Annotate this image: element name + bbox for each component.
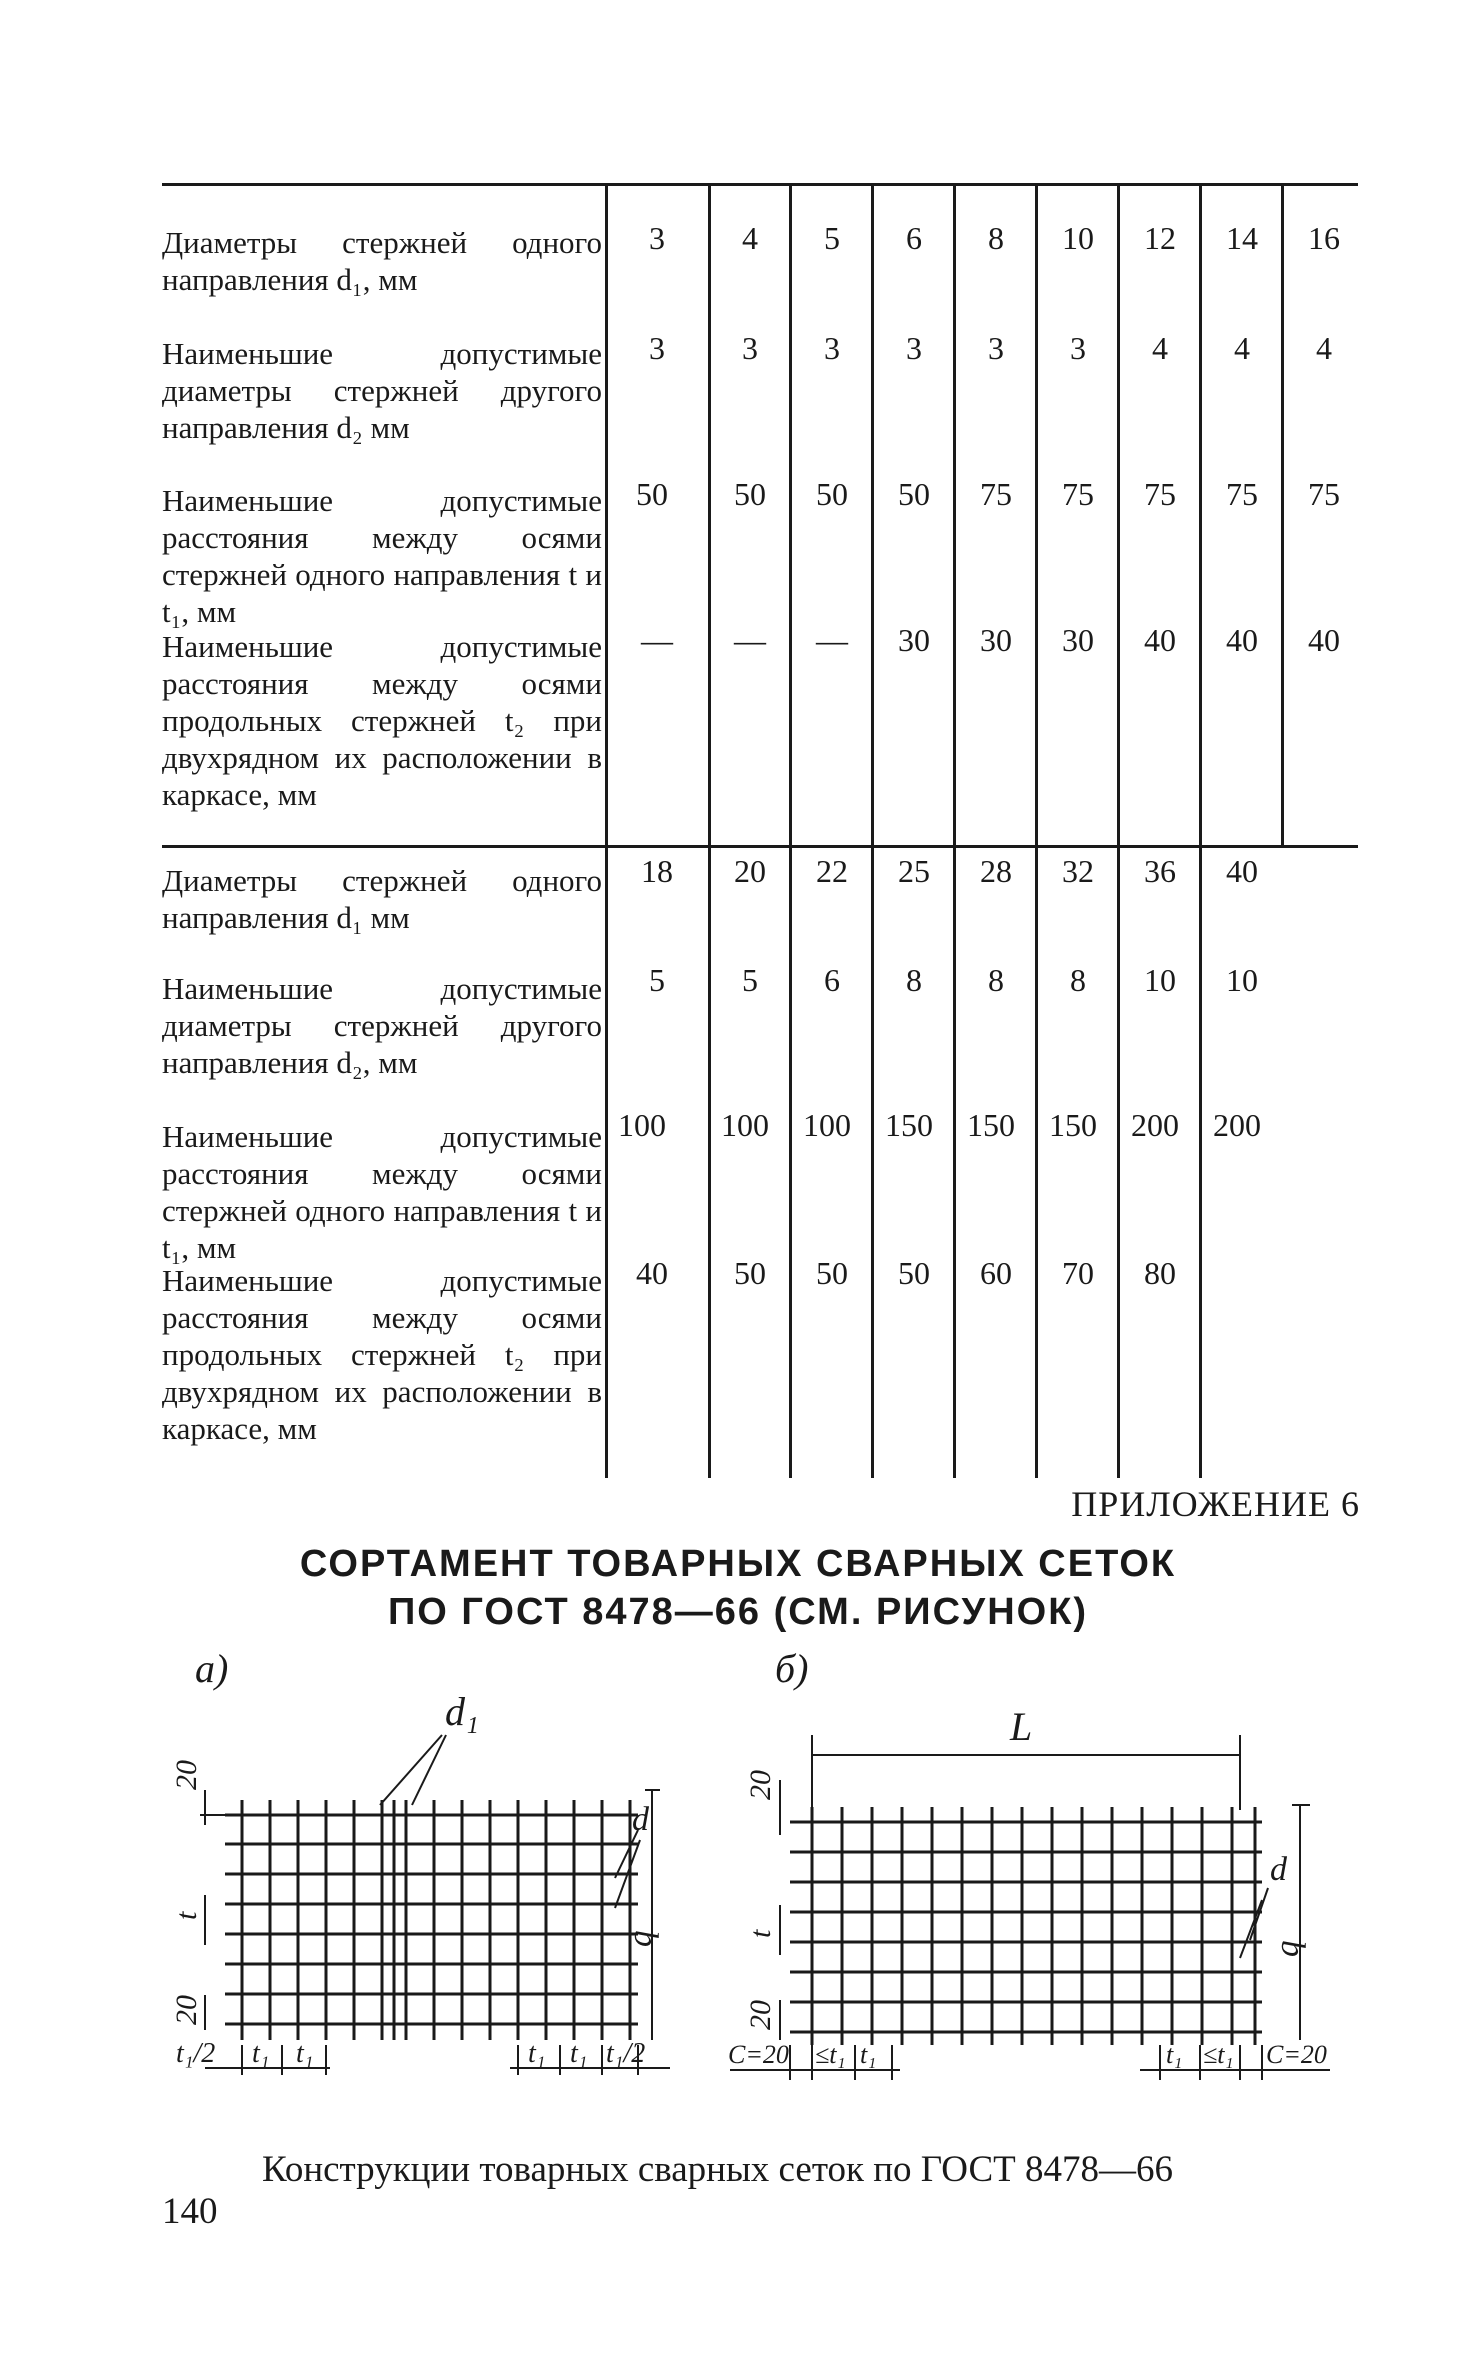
table-cell: 150 [885,1107,933,1143]
mesh-b [730,1735,1330,2080]
table-cell: 3 [1070,330,1086,366]
figure-a-dim20-bottom: 20 [170,1995,203,2025]
table-cell: 3 [824,330,840,366]
figure-caption: Конструкции товарных сварных сеток по ГОСТ 8478—66 [262,2149,1173,2190]
row-label: Диаметры стержней одного направления d₁ мм [162,863,602,935]
table-cell: 8 [906,962,922,998]
table-cell: 100 [803,1107,851,1143]
table-cell: — [641,622,673,658]
row-label: Наименьшие допустимые расстояния между осями продольных стержней t₂ при двухрядном их расположении в каркасе, мм [162,629,602,812]
table-cell: 30 [980,622,1012,658]
table-cell: 12 [1144,220,1176,256]
table-cell: 80 [1144,1255,1176,1291]
table-cell: 3 [988,330,1004,366]
table-cell: 50 [816,1255,848,1291]
table-cell: 8 [988,220,1004,256]
table-cell: 3 [906,330,922,366]
table-cell: 3 [649,330,665,366]
table-cell: 150 [1049,1107,1097,1143]
table-cell: 4 [742,220,758,256]
page-number: 140 [162,2191,218,2232]
table-cell: 14 [1226,220,1258,256]
table-cell: 8 [1070,962,1086,998]
table-cell: 10 [1144,962,1176,998]
table-cell: 4 [1152,330,1168,366]
figure-b-d: d [1270,1851,1287,1888]
figure-a-d1: d₁ [445,1689,479,1734]
table-cell: 200 [1213,1107,1261,1143]
table-cell: 40 [1226,622,1258,658]
appendix-label: ПРИЛОЖЕНИЕ 6 [1071,1484,1360,1524]
page-title: СОРТАМЕНТ ТОВАРНЫХ СВАРНЫХ СЕТОК [299,1543,1177,1585]
table-cell: 40 [636,1255,668,1291]
table-cell: 18 [641,853,673,889]
table-cell: 6 [824,962,840,998]
table-cell: 25 [898,853,930,889]
table-cell: 30 [1062,622,1094,658]
table-cell: 32 [1062,853,1094,889]
table-cell: 100 [721,1107,769,1143]
table-cell: — [816,622,848,658]
table-cell: 3 [742,330,758,366]
figure-a-t1-label: t₁ [296,2038,314,2069]
table-cell: 50 [898,1255,930,1291]
figure-b-c20-right: C=20 [1266,2040,1327,2069]
mesh-a [200,1735,670,2075]
table-cell: 150 [967,1107,1015,1143]
figure-a-tag: а) [195,1646,229,1691]
table-cell: 40 [1226,853,1258,889]
row-label: Наименьшие допустимые диаметры стержней другого направления d₂ мм [162,336,602,445]
table-cell: 50 [636,476,668,512]
table-cell: 30 [898,622,930,658]
figure-a-t1-half-right: t₁/2 [606,2038,646,2069]
figure-b-b: b [1274,1940,1311,1957]
table-cell: — [734,622,766,658]
figure-a-t1-half-left: t₁/2 [176,2038,216,2069]
figure-a-t1-label: t₁ [528,2038,546,2069]
table-cell: 3 [649,220,665,256]
table-cell: 60 [980,1255,1012,1291]
figure-a-t: t [170,1911,203,1920]
table-cell: 36 [1144,853,1176,889]
table-cell: 10 [1226,962,1258,998]
table-cell: 20 [734,853,766,889]
row-label: Наименьшие допустимые расстояния между осями продольных стержней t₂ при двухрядном их расположении в каркасе, мм [162,1263,602,1446]
figure-b-t1-right: t₁ [1166,2040,1183,2069]
table-top-rule [162,183,1358,186]
figure-b-c20-left: C=20 [728,2040,789,2069]
figure-b-L: L [1010,1704,1033,1749]
table-cell: 50 [734,1255,766,1291]
row-label: Наименьшие допустимые расстояния между осями стержней одного направления t и t₁, мм [162,483,602,629]
table-cell: 200 [1131,1107,1179,1143]
figure-b-dim20-top: 20 [744,1770,777,1800]
table-cell: 75 [980,476,1012,512]
table-column-rule [605,186,608,1478]
table-cell: 75 [1226,476,1258,512]
figure-a-d: d [632,1801,649,1838]
table-cell: 50 [734,476,766,512]
figure-a-b: b [627,1930,664,1947]
row-label: Диаметры стержней одного направления d₁, мм [162,225,602,297]
table-cell: 6 [906,220,922,256]
mesh-figures [0,1640,1476,2120]
table-column-rule [1281,186,1284,848]
table-cell: 75 [1144,476,1176,512]
row-label: Наименьшие допустимые диаметры стержней другого направления d₂, мм [162,971,602,1080]
figure-a-t1-label: t₁ [570,2038,588,2069]
table-cell: 22 [816,853,848,889]
table-cell: 4 [1234,330,1250,366]
figure-b-lt1-right: ≤t₁ [1203,2040,1234,2069]
table-cell: 50 [898,476,930,512]
table-cell: 5 [824,220,840,256]
table-cell: 5 [742,962,758,998]
table-cell: 40 [1308,622,1340,658]
table-middle-rule [162,845,1358,848]
figure-b-t: t [744,1929,777,1938]
table-cell: 4 [1316,330,1332,366]
figure-b-t1-left: t₁ [860,2040,877,2069]
table-cell: 50 [816,476,848,512]
table-cell: 75 [1062,476,1094,512]
figure-a-t1-label: t₁ [252,2038,270,2069]
table-cell: 40 [1144,622,1176,658]
figure-a-dim20-top: 20 [170,1760,203,1790]
table-cell: 70 [1062,1255,1094,1291]
figure-b-lt1-left: ≤t₁ [815,2040,846,2069]
table-cell: 75 [1308,476,1340,512]
figure-b-dim20-bottom: 20 [744,2000,777,2030]
table-cell: 8 [988,962,1004,998]
table-cell: 100 [618,1107,666,1143]
table-cell: 10 [1062,220,1094,256]
table-cell: 16 [1308,220,1340,256]
table-cell: 28 [980,853,1012,889]
table-cell: 5 [649,962,665,998]
figure-b-tag: б) [775,1646,809,1691]
row-label: Наименьшие допустимые расстояния между осями стержней одного направления t и t₁, мм [162,1119,602,1265]
page-subtitle: ПО ГОСТ 8478—66 (СМ. РИСУНОК) [387,1591,1089,1633]
